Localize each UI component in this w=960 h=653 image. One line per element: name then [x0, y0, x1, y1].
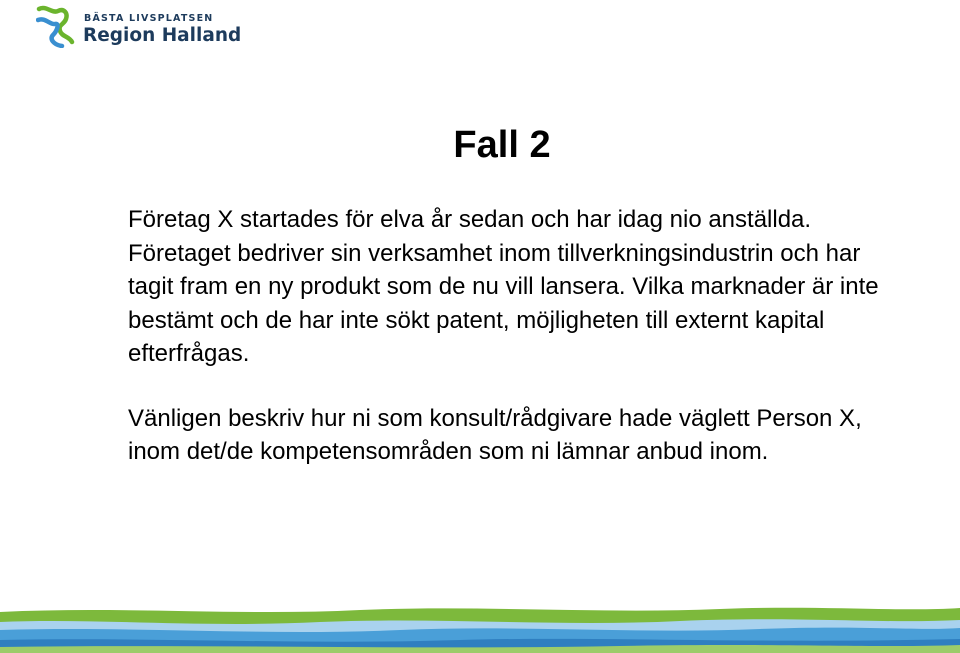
case-description-paragraph: Företag X startades för elva år sedan och har idag nio anställda. Företaget bedriver sin verksamhet inom tillverkningsindustrin och har tagit fram en ny produkt som de nu vill lansera. Vilka marknader är inte bestämt och de har inte sökt patent, möjligheten till externt kapital efterfrågas. [128, 206, 879, 367]
landscape-strip-icon [0, 600, 960, 653]
logo-tagline: BÄSTA LIVSPLATSEN [84, 13, 214, 24]
region-halland-emblem-icon [36, 4, 78, 48]
logo-name: Region Halland [83, 25, 242, 46]
slide-title: Fall 2 [453, 124, 551, 166]
region-halland-logo [36, 4, 246, 50]
task-instruction-paragraph: Vänligen beskriv hur ni som konsult/rådgivare hade väglett Person X, inom det/de kompetensområden som ni lämnar anbud inom. [128, 404, 862, 465]
slide-body [128, 203, 888, 469]
